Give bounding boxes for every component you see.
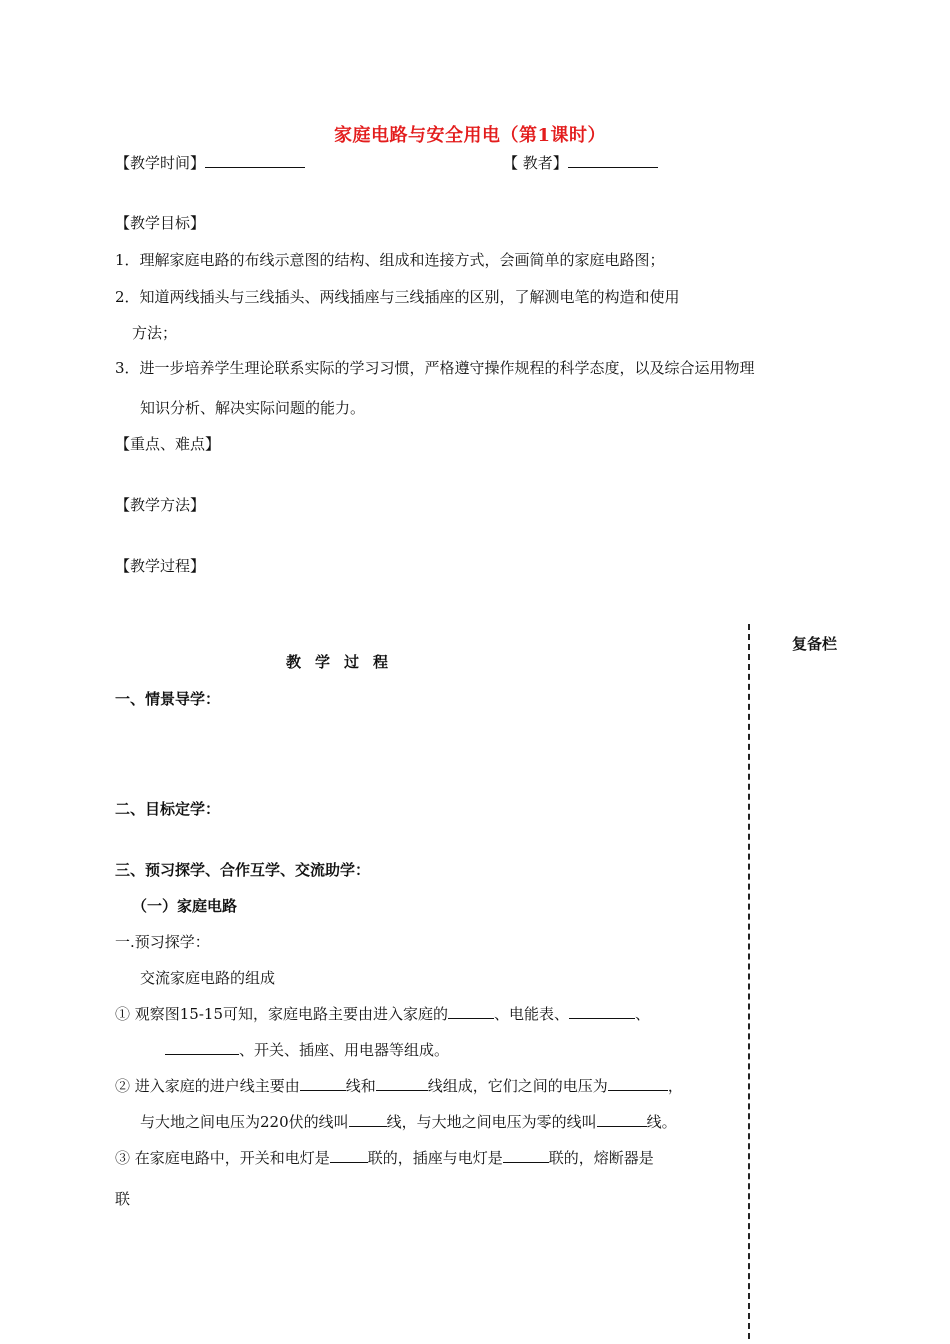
teaching-time-blank xyxy=(205,153,305,168)
column-divider xyxy=(748,624,750,1339)
question-1-blank-2 xyxy=(569,1004,635,1019)
question-2-text-a: ② 进入家庭的进户线主要由 xyxy=(115,1077,300,1095)
question-3-blank-2 xyxy=(503,1148,549,1163)
question-1-text-d: 、开关、插座、用电器等组成。 xyxy=(239,1041,450,1059)
question-1-blank-1 xyxy=(448,1004,494,1019)
question-2-text-e: 与大地之间电压为220伏的线叫 xyxy=(140,1113,349,1131)
question-1-text-c: 、 xyxy=(635,1005,651,1023)
section-2-heading: 二、目标定学： xyxy=(115,800,221,818)
question-2-blank-4 xyxy=(349,1112,387,1127)
question-1-line2 xyxy=(165,1040,449,1060)
question-2-line1 xyxy=(115,1076,683,1096)
question-2-text-f: 线，与大地之间电压为零的线叫 xyxy=(386,1113,597,1131)
objective-1: 1．理解家庭电路的布线示意图的结构、组成和连接方式，会画简单的家庭电路图； xyxy=(115,251,665,269)
objectives-heading: 【教学目标】 xyxy=(115,214,206,232)
key-points-heading: 【重点、难点】 xyxy=(115,435,221,453)
section-1-heading: 一、情景导学： xyxy=(115,690,221,708)
objective-3-line2: 知识分析、解决实际问题的能力。 xyxy=(140,399,366,417)
question-3-line1 xyxy=(115,1148,654,1168)
intro-text: 交流家庭电路的组成 xyxy=(140,969,276,987)
objective-3-line1: 3．进一步培养学生理论联系实际的学习习惯，严格遵守操作规程的科学态度，以及综合运用物理 xyxy=(115,359,755,377)
question-1-line1 xyxy=(115,1004,650,1024)
subsection-1-heading: （一）家庭电路 xyxy=(132,897,238,915)
question-2-text-d: ， xyxy=(667,1077,683,1095)
question-1-text-a: ① 观察图15-15可知，家庭电路主要由进入家庭的 xyxy=(115,1005,449,1023)
question-3-text-b: 联的，插座与电灯是 xyxy=(367,1149,503,1167)
question-3-blank-1 xyxy=(330,1148,368,1163)
question-2-text-g: 线。 xyxy=(646,1113,677,1131)
process-main-heading: 教学过程 xyxy=(286,653,403,671)
question-1-text-b: 、电能表、 xyxy=(494,1005,570,1023)
question-2-blank-3 xyxy=(608,1076,668,1091)
teacher-field xyxy=(503,153,658,173)
question-2-blank-5 xyxy=(597,1112,647,1127)
teacher-label: 【 教者】 xyxy=(503,154,568,172)
teaching-time-label: 【教学时间】 xyxy=(115,154,206,172)
question-2-blank-2 xyxy=(376,1076,428,1091)
document-title: 家庭电路与安全用电（第1课时） xyxy=(333,125,607,146)
preview-heading: 一.预习探学： xyxy=(115,933,210,951)
question-3-text-c: 联的，熔断器是 xyxy=(548,1149,654,1167)
question-2-text-c: 线组成，它们之间的电压为 xyxy=(427,1077,608,1095)
method-heading: 【教学方法】 xyxy=(115,496,206,514)
teacher-blank xyxy=(568,153,658,168)
sidebar-label: 复备栏 xyxy=(792,635,838,653)
objective-2-line1: 2．知道两线插头与三线插头、两线插座与三线插座的区别，了解测电笔的构造和使用 xyxy=(115,288,680,306)
question-3-text-a: ③ 在家庭电路中，开关和电灯是 xyxy=(115,1149,330,1167)
section-3-heading: 三、预习探学、合作互学、交流助学： xyxy=(115,861,371,879)
objective-2-line2: 方法； xyxy=(132,324,178,342)
question-3-line2: 联 xyxy=(115,1190,131,1208)
question-2-blank-1 xyxy=(300,1076,346,1091)
process-heading: 【教学过程】 xyxy=(115,557,206,575)
question-2-text-b: 线和 xyxy=(345,1077,376,1095)
question-1-blank-3 xyxy=(165,1040,239,1055)
question-2-line2 xyxy=(140,1112,677,1132)
teaching-time-field xyxy=(115,153,305,173)
